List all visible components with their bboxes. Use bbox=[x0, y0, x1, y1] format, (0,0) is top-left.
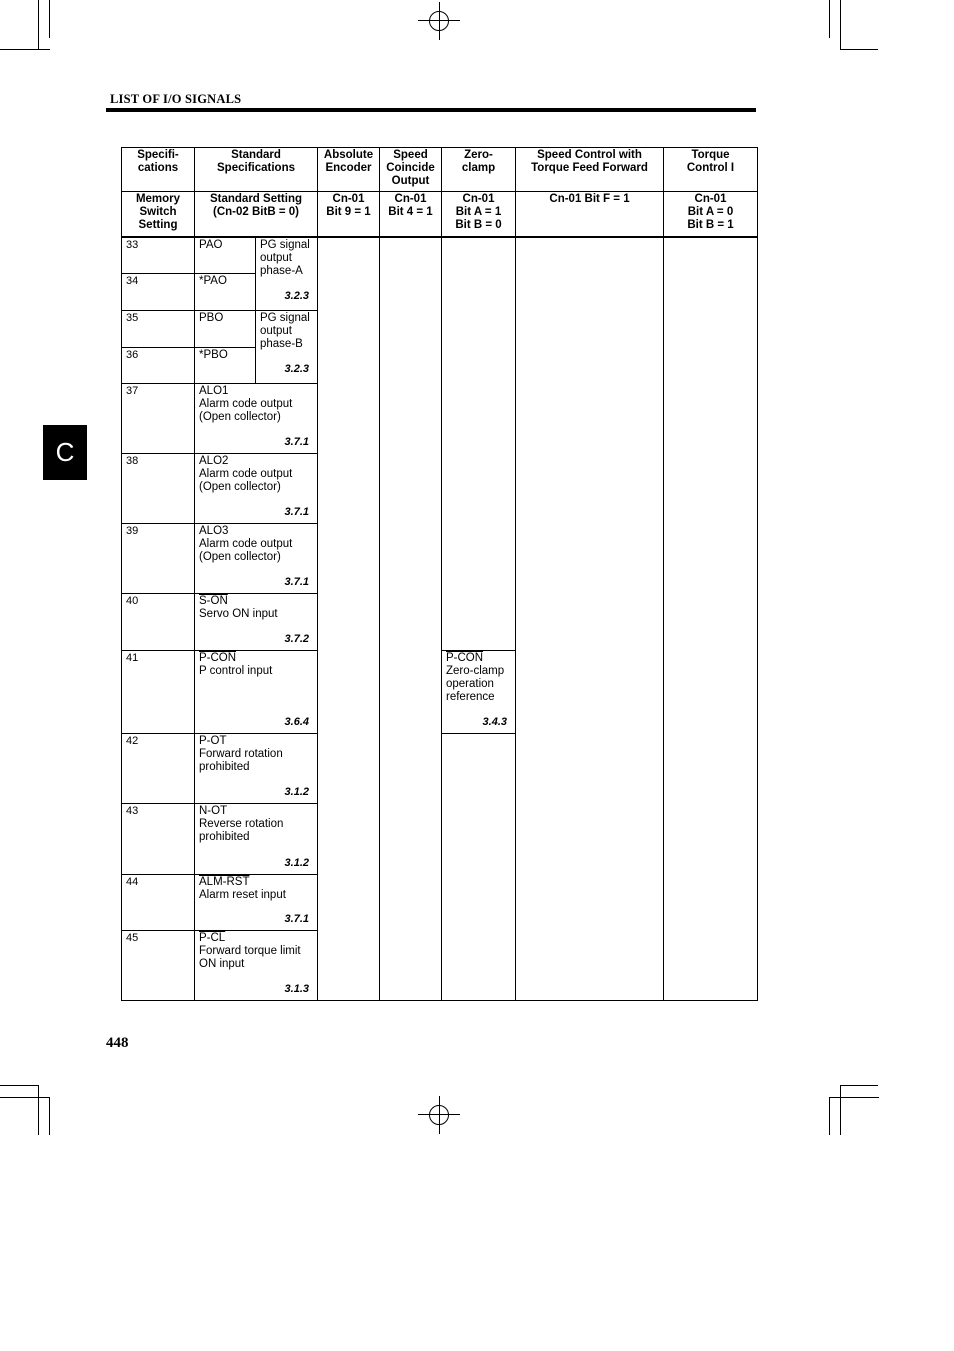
pin-number: 45 bbox=[122, 931, 195, 1001]
section-reference: 3.4.3 bbox=[482, 716, 507, 728]
crop-mark bbox=[840, 1085, 878, 1086]
cell-text: PG signal bbox=[260, 312, 310, 324]
section-reference: 3.1.3 bbox=[284, 983, 309, 995]
page-number: 448 bbox=[106, 1035, 129, 1051]
pin-number: 33 bbox=[122, 237, 195, 274]
crop-mark bbox=[0, 49, 50, 50]
zero-clamp-signal bbox=[442, 651, 516, 734]
col-title-speed-coincide: Speed Coincide Output bbox=[380, 148, 442, 192]
cell-content bbox=[199, 595, 313, 648]
signal-name: *PAO bbox=[195, 274, 256, 311]
column-body-speed-control bbox=[516, 237, 664, 1001]
cell-content bbox=[199, 385, 313, 451]
cell-content bbox=[446, 652, 511, 731]
section-reference: 3.6.4 bbox=[284, 716, 309, 728]
crop-mark bbox=[829, 1097, 879, 1098]
cell-text: ALO3 bbox=[199, 525, 229, 537]
cell-text: operation bbox=[446, 678, 494, 690]
col-setting-memory-switch: Memory Switch Setting bbox=[122, 192, 195, 238]
header-row-settings bbox=[122, 192, 758, 238]
chapter-tab: C bbox=[43, 425, 87, 480]
cell-text: P control input bbox=[199, 665, 273, 677]
cell-text: Forward rotation bbox=[199, 748, 283, 760]
pin-number: 37 bbox=[122, 384, 195, 454]
signal-description bbox=[195, 734, 318, 804]
column-body-torque-control bbox=[664, 237, 758, 1001]
column-body-absolute-encoder bbox=[318, 237, 380, 1001]
col-setting-torque-control: Cn-01 Bit A = 0 Bit B = 1 bbox=[664, 192, 758, 238]
signal-description bbox=[195, 931, 318, 1001]
cell-text: Alarm code output bbox=[199, 468, 293, 480]
col-title-zero-clamp: Zero- clamp bbox=[442, 148, 516, 192]
crop-mark bbox=[49, 1097, 50, 1135]
cell-text: output bbox=[260, 252, 292, 264]
cell-text: P-OT bbox=[199, 735, 227, 747]
registration-mark bbox=[439, 1096, 440, 1134]
signal-description bbox=[195, 384, 318, 454]
pin-number: 43 bbox=[122, 804, 195, 875]
crop-mark bbox=[829, 0, 830, 38]
cell-content bbox=[199, 932, 313, 998]
cell-text: Servo ON input bbox=[199, 608, 278, 620]
cell-content bbox=[260, 312, 313, 378]
table-row bbox=[122, 237, 758, 274]
cell-text: Alarm reset input bbox=[199, 889, 286, 901]
column-body-zero-clamp-bottom bbox=[442, 734, 516, 1001]
cell-text: N-OT bbox=[199, 805, 228, 817]
crop-mark bbox=[840, 0, 841, 50]
signal-description bbox=[195, 875, 318, 931]
col-title-speed-control: Speed Control with Torque Feed Forward bbox=[516, 148, 664, 192]
col-title-standard: Standard Specifications bbox=[195, 148, 318, 192]
signal-group-description bbox=[256, 237, 318, 311]
cell-content bbox=[199, 455, 313, 521]
cell-text: Alarm code output bbox=[199, 538, 293, 550]
section-reference: 3.7.2 bbox=[284, 633, 309, 645]
col-title-torque-control: Torque Control I bbox=[664, 148, 758, 192]
cell-text: ALM-RST bbox=[199, 876, 250, 888]
cell-text: ALO2 bbox=[199, 455, 229, 467]
cell-text: Forward torque limit bbox=[199, 945, 301, 957]
signal-description bbox=[195, 651, 318, 734]
pin-number: 35 bbox=[122, 311, 195, 348]
pin-number: 42 bbox=[122, 734, 195, 804]
pin-number: 44 bbox=[122, 875, 195, 931]
crop-mark bbox=[38, 1085, 39, 1135]
crop-mark bbox=[840, 49, 878, 50]
cell-text: phase-A bbox=[260, 265, 303, 277]
section-reference: 3.7.1 bbox=[284, 913, 309, 925]
section-reference: 3.7.1 bbox=[284, 576, 309, 588]
crop-mark bbox=[49, 0, 50, 38]
signal-description bbox=[195, 454, 318, 524]
cell-text: ON input bbox=[199, 958, 245, 970]
cell-text: Zero-clamp bbox=[446, 665, 505, 677]
header-row-titles bbox=[122, 148, 758, 192]
section-reference: 3.1.2 bbox=[284, 786, 309, 798]
cell-content bbox=[199, 652, 313, 731]
crop-mark bbox=[840, 1085, 841, 1135]
signal-group-description bbox=[256, 311, 318, 384]
signal-description bbox=[195, 594, 318, 651]
signal-name: PBO bbox=[195, 311, 256, 348]
cell-text: P-CON bbox=[199, 652, 237, 664]
section-reference: 3.2.3 bbox=[284, 363, 309, 375]
signal-description bbox=[195, 804, 318, 875]
column-body-speed-coincide bbox=[380, 237, 442, 1001]
cell-text: (Open collector) bbox=[199, 551, 281, 563]
cell-text: Reverse rotation bbox=[199, 818, 284, 830]
section-reference: 3.1.2 bbox=[284, 857, 309, 869]
pin-number: 41 bbox=[122, 651, 195, 734]
cell-text: Alarm code output bbox=[199, 398, 293, 410]
cell-text: prohibited bbox=[199, 831, 250, 843]
cell-text: output bbox=[260, 325, 292, 337]
pin-number: 39 bbox=[122, 524, 195, 594]
cell-content bbox=[199, 735, 313, 801]
registration-mark bbox=[439, 2, 440, 40]
cell-text: (Open collector) bbox=[199, 411, 281, 423]
col-setting-standard: Standard Setting (Cn-02 BitB = 0) bbox=[195, 192, 318, 238]
signal-description bbox=[195, 524, 318, 594]
pin-number: 34 bbox=[122, 274, 195, 311]
cell-text: P-CON bbox=[446, 652, 484, 664]
cell-text: (Open collector) bbox=[199, 481, 281, 493]
col-setting-zero-clamp: Cn-01 Bit A = 1 Bit B = 0 bbox=[442, 192, 516, 238]
cell-content bbox=[199, 805, 313, 872]
crop-mark bbox=[0, 1097, 50, 1098]
section-reference: 3.7.1 bbox=[284, 506, 309, 518]
cell-text: P-CL bbox=[199, 932, 226, 944]
pin-number: 36 bbox=[122, 347, 195, 384]
column-body-zero-clamp-top bbox=[442, 237, 516, 651]
signal-name: *PBO bbox=[195, 347, 256, 384]
io-signal-table bbox=[121, 147, 758, 1001]
cell-text: ALO1 bbox=[199, 385, 229, 397]
header-rule bbox=[106, 108, 756, 112]
section-title: LIST OF I/O SIGNALS bbox=[110, 92, 242, 106]
cell-text: reference bbox=[446, 691, 495, 703]
col-title-specifications: Specifi- cations bbox=[122, 148, 195, 192]
cell-content bbox=[199, 525, 313, 591]
crop-mark bbox=[0, 1085, 38, 1086]
section-reference: 3.7.1 bbox=[284, 436, 309, 448]
crop-mark bbox=[829, 1097, 830, 1135]
col-setting-speed-control: Cn-01 Bit F = 1 bbox=[516, 192, 664, 238]
crop-mark bbox=[38, 0, 39, 50]
cell-text: S-ON bbox=[199, 595, 228, 607]
cell-content bbox=[199, 876, 313, 928]
cell-text: PG signal bbox=[260, 239, 310, 251]
col-title-absolute-encoder: Absolute Encoder bbox=[318, 148, 380, 192]
cell-text: prohibited bbox=[199, 761, 250, 773]
section-reference: 3.2.3 bbox=[284, 290, 309, 302]
signal-name: PAO bbox=[195, 237, 256, 274]
cell-text: phase-B bbox=[260, 338, 303, 350]
pin-number: 38 bbox=[122, 454, 195, 524]
col-setting-speed-coincide: Cn-01 Bit 4 = 1 bbox=[380, 192, 442, 238]
col-setting-absolute-encoder: Cn-01 Bit 9 = 1 bbox=[318, 192, 380, 238]
pin-number: 40 bbox=[122, 594, 195, 651]
cell-content bbox=[260, 239, 313, 305]
